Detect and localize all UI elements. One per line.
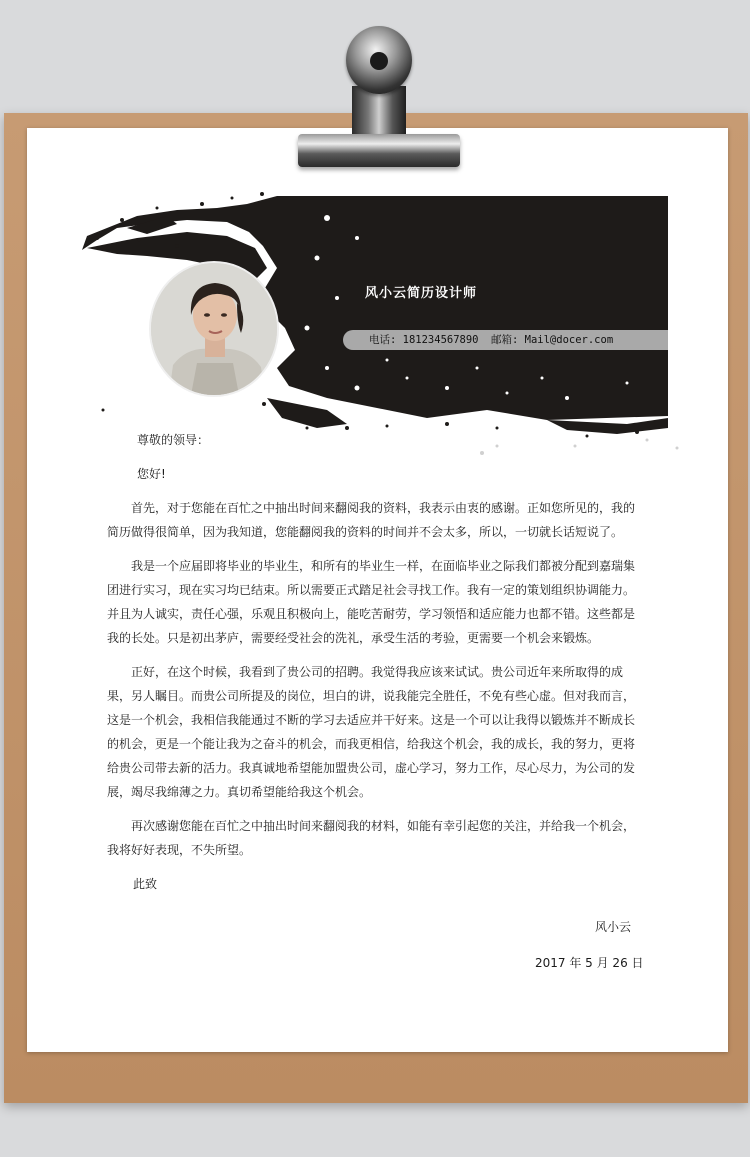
greeting: 您好! [137,467,166,481]
letter-paper [27,128,728,1052]
binder-clip [298,134,460,167]
clip-hole [370,52,388,70]
signature: 风小云 [595,920,632,934]
phone-text: 电话: 181234567890 [369,334,479,346]
letter-body [107,428,635,896]
date: 2017 年 5 月 26 日 [535,956,644,970]
clip-neck [352,86,406,140]
name-title: 风小云简历设计师 [365,286,478,301]
salutation: 尊敬的领导： [137,433,210,447]
paragraph-1: 首先，对于您能在百忙之中抽出时间来翻阅我的资料，我表示由衷的感谢。正如您所见的，我的简历做得很简单，因为我知道，您能翻阅我的资料的时间并不会太多，所以，一切就长话短说了。 [107,501,636,539]
paragraph-4: 再次感谢您能在百忙之中抽出时间来翻阅我的材料，如能有幸引起您的关注，并给我一个机会，我将好好表现，不失所望。 [107,819,636,857]
paragraph-2: 我是一个应届即将毕业的毕业生，和所有的毕业生一样，在面临毕业之际我们都被分配到嘉瑞集团进行实习，现在实习均已结束。所以需要正式踏足社会寻找工作。我有一定的策划组织协调能力。并且为人诚实，责任心强，乐观且积极向上，能吃苦耐劳，学习领悟和适应能力也都不错。这些都是我的长处。只是初出茅庐，需要经受社会的洗礼，承受生活的考验，更需要一个机会来锻炼。 [107,559,636,645]
paragraph-3: 正好，在这个时候，我看到了贵公司的招聘。我觉得我应该来试试。贵公司近年来所取得的成果，另人瞩目。而贵公司所提及的岗位，坦白的讲，说我能完全胜任，不免有些心虚。但对我而言，这是一个机会，我相信我能通过不断的学习去适应并干好来。这是一个可以让我得以锻炼并不断成长的机会，更是一个能让我为之奋斗的机会，而我更相信，给我这个机会，我的成长，我的努力，更将给贵公司带去新的活力。我真诚地希望能加盟贵公司，虚心学习，努力工作，尽心尽力，为公司的发展，竭尽我绵薄之力。真切希望能给我这个机会。 [107,665,636,799]
closing: 此致 [133,877,158,891]
contact-bar [343,330,668,350]
avatar [149,261,279,397]
email-text: 邮箱: Mail@docer.com [491,334,614,346]
portrait-photo [151,263,277,395]
